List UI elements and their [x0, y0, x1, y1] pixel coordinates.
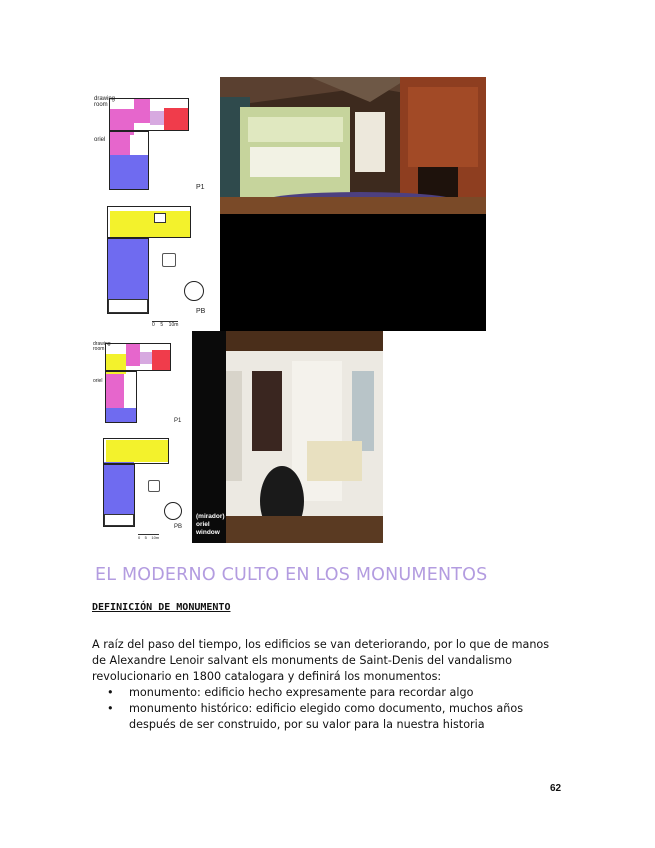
floor-plan-bottom	[92, 340, 192, 543]
p1-label: P1	[174, 418, 182, 424]
list-item-text: monumento: edificio hecho expresamente para recordar algo	[129, 686, 474, 699]
pb-label: PB	[196, 308, 206, 315]
list-item	[92, 685, 562, 701]
oriel-label: oriel	[94, 137, 106, 143]
oriel-window-illustration	[192, 331, 383, 543]
pb-label: PB	[174, 524, 183, 530]
body-paragraph: A raíz del paso del tiempo, los edificios se van deteriorando, por lo que de manos de Alexandre Lenoir salvant els monuments de Saint-Denis del vandalismo revolucionario en 1800 catalogara y definirá los monumentos:	[92, 638, 550, 683]
drawing-room-photo	[220, 77, 486, 214]
drawing-room-label: drawing room	[94, 96, 116, 108]
bullet-icon: •	[107, 702, 114, 715]
plan-wall	[105, 343, 171, 371]
drawing-room-label: drawing room	[93, 341, 111, 352]
caption-line: oriel	[196, 521, 210, 528]
photo-caption	[196, 513, 225, 537]
plan-wall	[105, 371, 137, 423]
floor-plan-top	[92, 93, 220, 331]
compass-icon	[164, 502, 182, 520]
list-item	[92, 701, 562, 733]
scale-bar: 0 5 10m	[152, 322, 179, 328]
section-heading: EL MODERNO CULTO EN LOS MONUMENTOS	[95, 565, 488, 585]
scale-bar: 0 5 10m	[138, 535, 160, 540]
list-item-text: monumento histórico: edificio elegido como documento, muchos años después de ser construido, por su valor para la nuestra historia	[129, 702, 524, 731]
plan-wall	[103, 464, 135, 527]
p1-label: P1	[196, 184, 205, 191]
plan-wall	[103, 438, 169, 464]
plan-wall	[107, 206, 191, 238]
drawing-room-illustration	[220, 77, 486, 214]
plan-wall	[107, 238, 149, 314]
oriel-label: oriel	[93, 378, 103, 384]
subsection-heading: DEFINICIÓN DE MONUMENTO	[92, 602, 231, 613]
plan-wall	[109, 131, 149, 190]
oriel-window-photo	[192, 331, 383, 543]
compass-icon	[184, 281, 204, 301]
caption-line: (mirador)	[196, 513, 225, 520]
photo-black-area	[220, 214, 486, 331]
bullet-icon: •	[107, 686, 114, 699]
caption-line: window	[196, 529, 220, 536]
well-icon	[148, 480, 160, 492]
page-number: 62	[550, 783, 562, 794]
well-icon	[162, 253, 176, 267]
plan-wall	[109, 98, 189, 131]
definition-list	[92, 685, 562, 733]
